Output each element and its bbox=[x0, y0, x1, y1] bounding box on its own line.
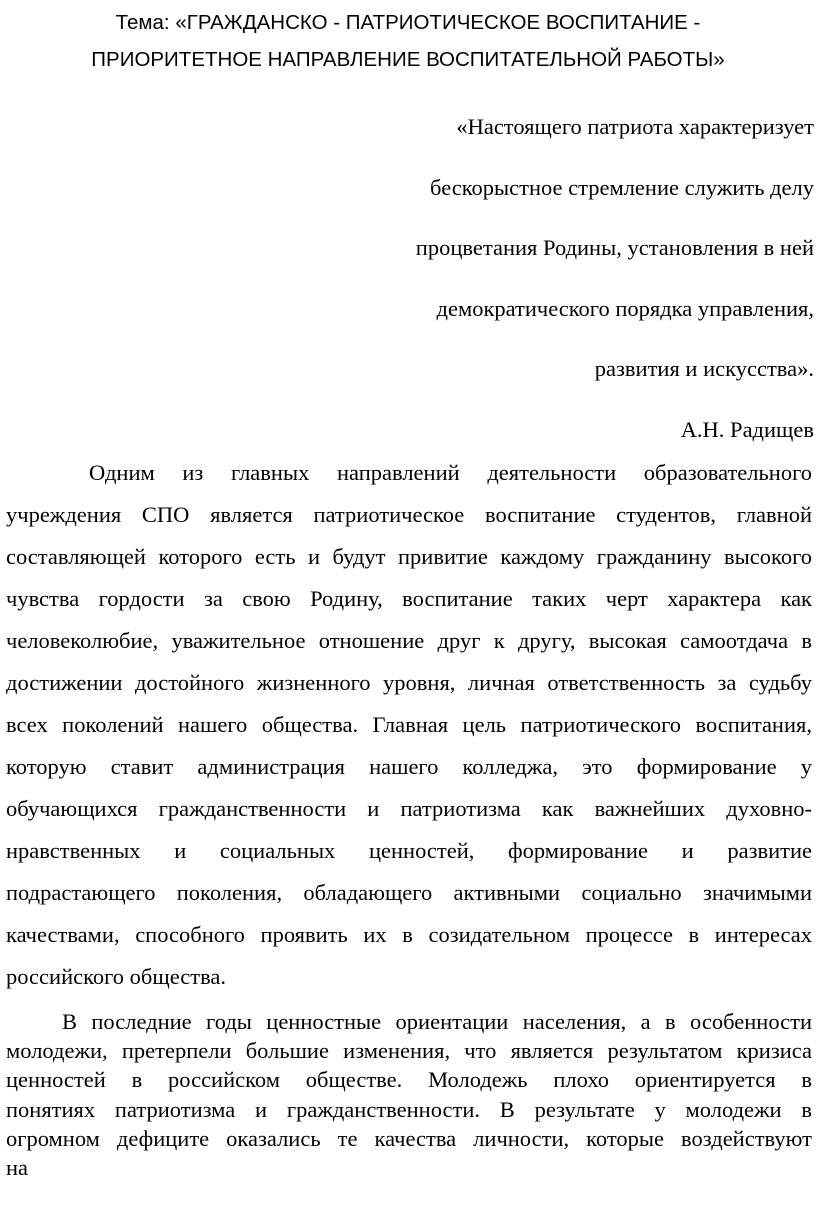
paragraph-2 bbox=[6, 1007, 812, 1182]
paragraph-line: чувства гордости за свою Родину, воспитание таких черт характера как bbox=[6, 586, 812, 611]
paragraph-line: составляющей которого есть и будут привитие каждому гражданину высокого bbox=[6, 544, 812, 569]
paragraph-line: на bbox=[6, 1155, 29, 1181]
paragraph-line: всех поколений нашего общества. Главная цель патриотического воспитания, bbox=[6, 712, 812, 737]
paragraph-line: качествами, способного проявить их в созидательном процессе в интересах bbox=[6, 922, 812, 947]
epigraph-line: «Настоящего патриота характеризует bbox=[456, 114, 814, 139]
paragraph-line: обучающихся гражданственности и патриотизма как важнейших духовно- bbox=[6, 796, 812, 821]
epigraph-line: бескорыстное стремление служить делу bbox=[430, 174, 814, 200]
title-line-1: Тема: «ГРАЖДАНСКО - ПАТРИОТИЧЕСКОЕ ВОСПИТАНИЕ - bbox=[115, 11, 701, 34]
epigraph-quote bbox=[114, 97, 814, 460]
paragraph-line: В последние годы ценностные ориентации населения, а в особенности bbox=[62, 1009, 812, 1034]
epigraph-line: демократического порядка управления, bbox=[436, 295, 814, 321]
document-title bbox=[0, 4, 816, 78]
paragraph-line: достижении достойного жизненного уровня, личная ответственность за судьбу bbox=[6, 670, 812, 695]
paragraph-line: ценностей в российском обществе. Молодежь плохо ориентируется в bbox=[6, 1067, 812, 1093]
epigraph-line: развития и искусства». bbox=[594, 356, 814, 381]
paragraph-1 bbox=[6, 452, 812, 998]
paragraph-line: огромном дефиците оказались те качества личности, которые воздействуют bbox=[6, 1125, 812, 1151]
epigraph-author: А.Н. Радищев bbox=[680, 416, 814, 442]
paragraph-line: молодежи, претерпели большие изменения, что является результатом кризиса bbox=[6, 1038, 812, 1064]
paragraph-line: человеколюбие, уважительное отношение друг к другу, высокая самоотдача в bbox=[6, 628, 812, 653]
paragraph-line: нравственных и социальных ценностей, формирование и развитие bbox=[6, 838, 812, 863]
paragraph-line: Одним из главных направлений деятельности образовательного bbox=[89, 460, 812, 485]
paragraph-line: учреждения СПО является патриотическое воспитание студентов, главной bbox=[6, 502, 812, 527]
paragraph-line: понятиях патриотизма и гражданственности. В результате у молодежи в bbox=[6, 1096, 812, 1122]
paragraph-line: российского общества. bbox=[6, 964, 227, 989]
epigraph-line: процветания Родины, установления в ней bbox=[415, 235, 814, 260]
paragraph-line: подрастающего поколения, обладающего активными социально значимыми bbox=[6, 880, 812, 905]
paragraph-line: которую ставит администрация нашего колледжа, это формирование у bbox=[6, 754, 812, 779]
title-line-2: ПРИОРИТЕТНОЕ НАПРАВЛЕНИЕ ВОСПИТАТЕЛЬНОЙ РАБОТЫ» bbox=[91, 48, 725, 71]
